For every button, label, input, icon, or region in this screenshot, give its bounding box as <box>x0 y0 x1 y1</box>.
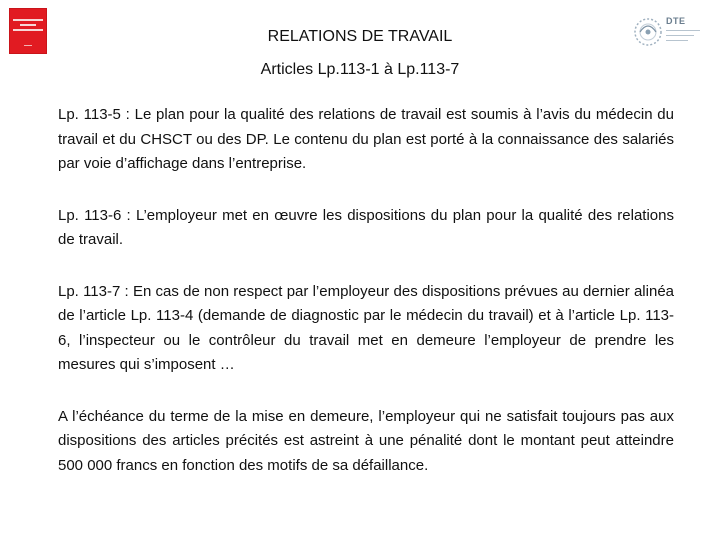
article-text: En cas de non respect par l’employeur des dispositions prévues au dernier alinéa de l’article Lp. 113-4 (demande de diagnostic par le médecin du travail) et à l’article Lp. 113-6, l’inspecteur ou le contrôleur du travail met en demeure l’employeur de prendre les mesures qui s’imposent … <box>58 282 675 373</box>
paragraph-lp-113-7 <box>58 280 674 378</box>
paragraph-lp-113-6 <box>58 204 674 253</box>
article-ref: Lp. 113-5 : <box>58 106 130 123</box>
page-title: RELATIONS DE TRAVAIL <box>267 28 453 45</box>
header <box>0 27 720 80</box>
page-subtitle: Articles Lp.113-1 à Lp.113-7 <box>260 61 460 78</box>
article-ref: Lp. 113-6 : <box>58 206 131 224</box>
article-text: Le plan pour la qualité des relations de travail est soumis à l’avis du médecin du travail et du CHSCT ou des DP. Le contenu du plan est porté à la connaissance des salariés par voie d’affichage dans l’entreprise. <box>58 106 674 172</box>
paragraph-penalty <box>58 405 674 479</box>
article-ref: Lp. 113-7 : <box>58 282 129 300</box>
content <box>58 103 674 478</box>
dte-logo-text: DTE <box>666 16 686 26</box>
article-text: L’employeur met en œuvre les dispositions du plan pour la qualité des relations de travail. <box>58 206 674 248</box>
paragraph-lp-113-5 <box>58 103 674 177</box>
article-text: A l’échéance du terme de la mise en demeure, l’employeur qui ne satisfait toujours pas aux dispositions des articles précités est astreint à une pénalité dont le montant peut atteindre 500 000 francs en fonction des motifs de sa défaillance. <box>58 407 674 474</box>
